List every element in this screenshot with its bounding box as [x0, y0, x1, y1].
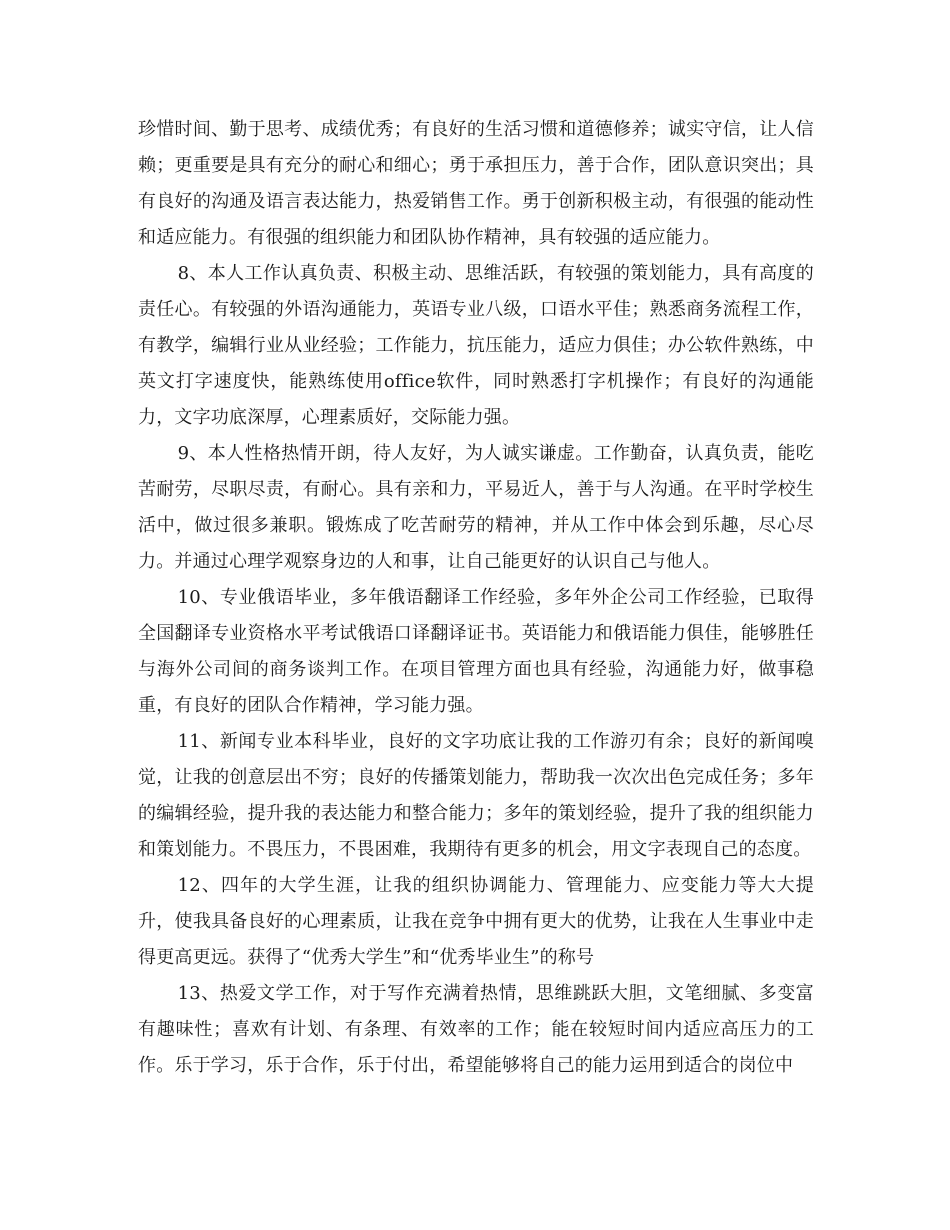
document-body — [138, 112, 814, 1084]
paragraph-item-12: 12、四年的大学生涯，让我的组织协调能力、管理能力、应变能力等大大提升，使我具备良好的心理素质，让我在竞争中拥有更大的优势，让我在人生事业中走得更高更远。获得了“优秀大学生”和“优秀毕业生”的称号 — [138, 875, 814, 968]
paragraph-item-13: 13、热爱文学工作，对于写作充满着热情，思维跳跃大胆，文笔细腻、多变富有趣味性；喜欢有计划、有条理、有效率的工作；能在较短时间内适应高压力的工作。乐于学习，乐于合作，乐于付出，希望能够将自己的能力运用到适合的岗位中 — [138, 983, 814, 1076]
paragraph-item-11: 11、新闻专业本科毕业，良好的文字功底让我的工作游刃有余；良好的新闻嗅觉，让我的创意层出不穷；良好的传播策划能力，帮助我一次次出色完成任务；多年的编辑经验，提升我的表达能力和整合能力；多年的策划经验，提升了我的组织能力和策划能力。不畏压力，不畏困难，我期待有更多的机会，用文字表现自己的态度。 — [138, 731, 814, 860]
paragraph-item-9: 9、本人性格热情开朗，待人友好，为人诚实谦虚。工作勤奋，认真负责，能吃苦耐劳，尽职尽责，有耐心。具有亲和力，平易近人，善于与人沟通。在平时学校生活中，做过很多兼职。锻炼成了吃苦耐劳的精神，并从工作中体会到乐趣，尽心尽力。并通过心理学观察身边的人和事，让自己能更好的认识自己与他人。 — [138, 443, 814, 572]
paragraph-item-10: 10、专业俄语毕业，多年俄语翻译工作经验，多年外企公司工作经验，已取得全国翻译专业资格水平考试俄语口译翻译证书。英语能力和俄语能力俱佳，能够胜任与海外公司间的商务谈判工作。在项目管理方面也具有经验，沟通能力好，做事稳重，有良好的团队合作精神，学习能力强。 — [138, 587, 814, 716]
paragraph-item-8: 8、本人工作认真负责、积极主动、思维活跃，有较强的策划能力，具有高度的责任心。有较强的外语沟通能力，英语专业八级，口语水平佳；熟悉商务流程工作，有教学，编辑行业从业经验；工作能力，抗压能力，适应力俱佳；办公软件熟练，中英文打字速度快，能熟练使用office软件，同时熟悉打字机操作；有良好的沟通能力，文字功底深厚，心理素质好，交际能力强。 — [138, 263, 814, 428]
paragraph-intro-continued: 珍惜时间、勤于思考、成绩优秀；有良好的生活习惯和道德修养；诚实守信，让人信赖；更重要是具有充分的耐心和细心；勇于承担压力，善于合作，团队意识突出；具有良好的沟通及语言表达能力，热爱销售工作。勇于创新积极主动，有很强的能动性和适应能力。有很强的组织能力和团队协作精神，具有较强的适应能力。 — [138, 119, 814, 248]
